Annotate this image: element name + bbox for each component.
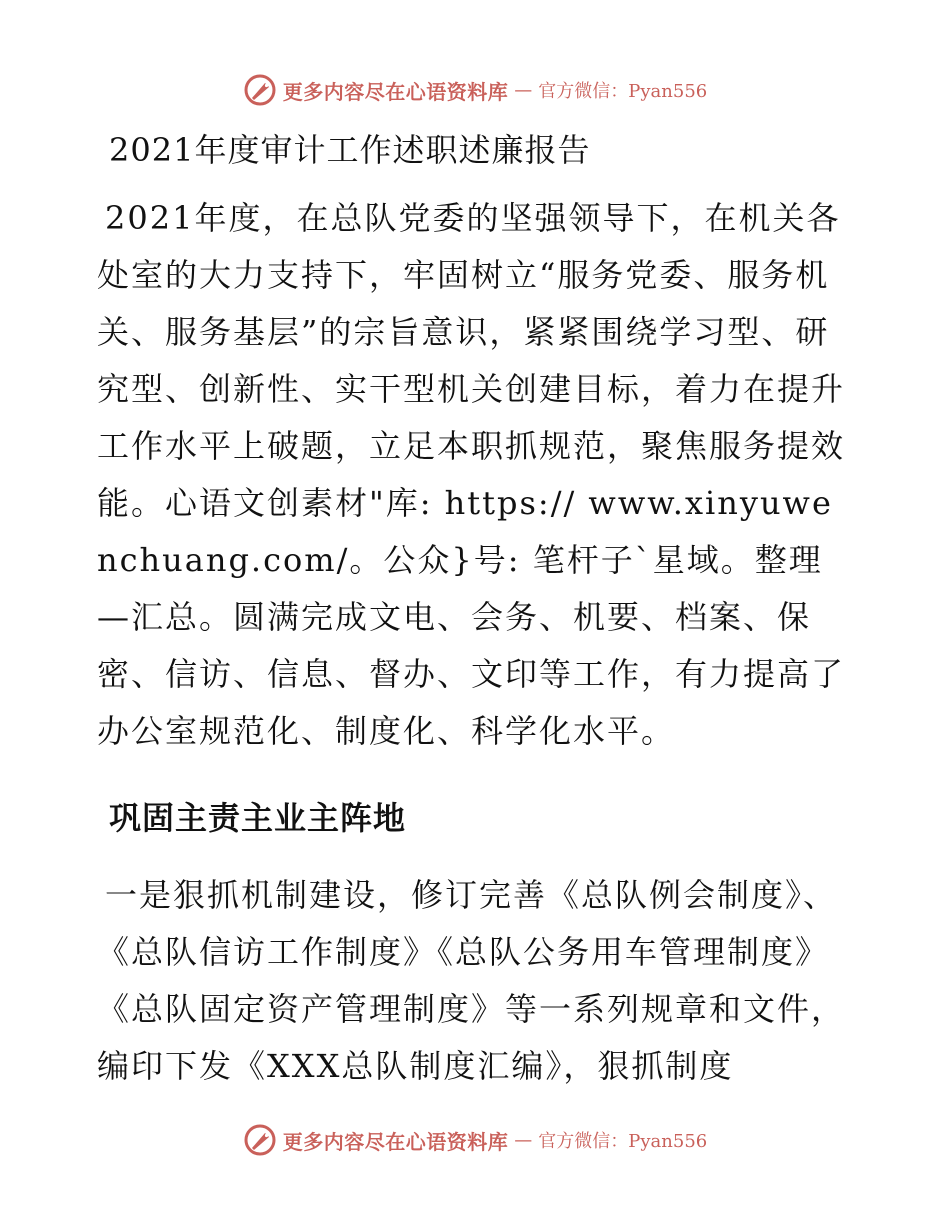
banner-wechat-text: 官方微信：Pyan556 xyxy=(538,1131,708,1152)
banner-wechat-text: 官方微信：Pyan556 xyxy=(538,81,708,102)
banner-main-text: 更多内容尽在心语资料库 xyxy=(282,1129,509,1154)
section-heading: 巩固主责主业主阵地 xyxy=(109,799,407,837)
banner-separator: — xyxy=(514,79,533,101)
banner-main-text: 更多内容尽在心语资料库 xyxy=(282,79,509,104)
pen-nib-logo-icon xyxy=(243,1123,277,1157)
watermark-banner-bottom xyxy=(0,1120,950,1160)
banner-separator: — xyxy=(514,1129,533,1151)
watermark-banner-top xyxy=(0,70,950,110)
document-title: 2021年度审计工作述职述廉报告 xyxy=(109,131,591,169)
pen-nib-logo-icon xyxy=(243,73,277,107)
paragraph-1: 2021年度，在总队党委的坚强领导下，在机关各处室的大力支持下，牢固树立“服务党委、服务机关、服务基层”的宗旨意识，紧紧围绕学习型、研究型、创新性、实干型机关创建目标，着力在提升工作水平上破题，立足本职抓规范，聚焦服务提效能。心语文创素材"库: https:// www.xinyuwenchuang.com/。公众}号: 笔杆子`星域。整理—汇总。圆满完成文电、会务、机要、档案、保密、信访、信息、督办、文印等工作，有力提高了办公室规范化、制度化、科学化水平。 xyxy=(97,199,846,750)
paragraph-2: 一是狠抓机制建设，修订完善《总队例会制度》、《总队信访工作制度》《总队公务用车管理制度》《总队固定资产管理制度》等一系列规章和文件，编印下发《XXX总队制度汇编》，狠抓制度 xyxy=(97,876,846,1085)
